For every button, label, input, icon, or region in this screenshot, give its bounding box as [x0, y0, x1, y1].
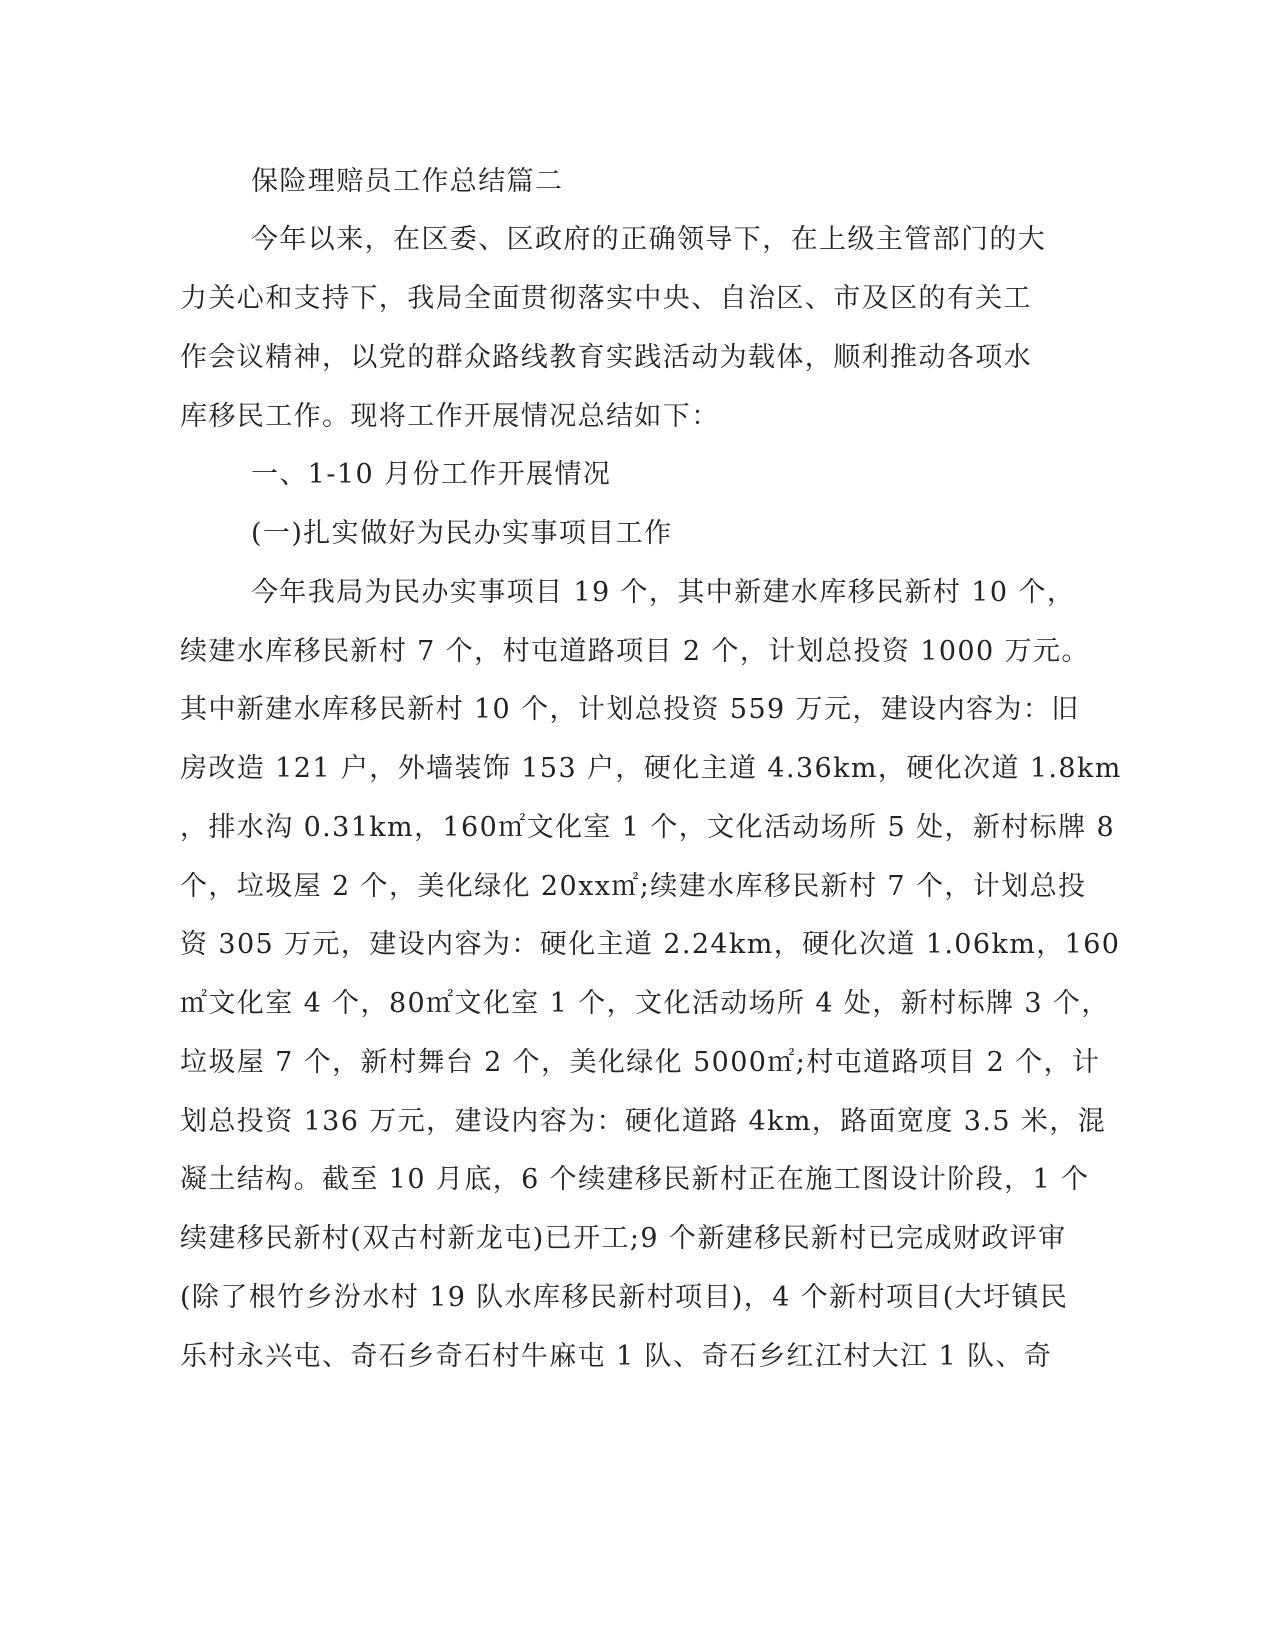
paragraph-line: 作会议精神，以党的群众路线教育实践活动为载体，顺利推动各项水 [180, 342, 1032, 373]
paragraph-line: ㎡文化室 4 个，80㎡文化室 1 个，文化活动场所 4 处，新村标牌 3 个， [180, 988, 1110, 1019]
paragraph-line: (除了根竹乡汾水村 19 队水库移民新村项目)，4 个新村项目(大圩镇民 [180, 1282, 1069, 1313]
paragraph-line: 其中新建水库移民新村 10 个，计划总投资 559 万元，建设内容为：旧 [180, 694, 1080, 725]
paragraph-line: 力关心和支持下，我局全面贯彻落实中央、自治区、市及区的有关工 [180, 283, 1032, 314]
paragraph-line: 今年我局为民办实事项目 19 个，其中新建水库移民新村 10 个， [251, 577, 1076, 608]
paragraph-line: 房改造 121 户，外墙装饰 153 户，硬化主道 4.36km，硬化次道 1.8km [180, 753, 1122, 784]
paragraph-line: 资 305 万元，建设内容为：硬化主道 2.24km，硬化次道 1.06km，160 [180, 929, 1121, 960]
paragraph-line: ，排水沟 0.31km，160㎡文化室 1 个，文化活动场所 5 处，新村标牌 8 [180, 812, 1116, 843]
paragraph-line: 续建水库移民新村 7 个，村屯道路项目 2 个，计划总投资 1000 万元。 [180, 636, 1090, 667]
paragraph-line: 凝土结构。截至 10 月底，6 个续建移民新村正在施工图设计阶段，1 个 [180, 1164, 1090, 1195]
document-title: 保险理赔员工作总结篇二 [251, 166, 564, 197]
paragraph-line: 乐村永兴屯、奇石乡奇石村牛麻屯 1 队、奇石乡红江村大江 1 队、奇 [180, 1341, 1053, 1372]
paragraph-line: 垃圾屋 7 个，新村舞台 2 个，美化绿化 5000㎡;村屯道路项目 2 个，计 [180, 1047, 1101, 1078]
subsection-heading: (一)扎实做好为民办实事项目工作 [251, 518, 673, 549]
paragraph-line: 今年以来，在区委、区政府的正确领导下，在上级主管部门的大 [251, 224, 1047, 255]
paragraph-line: 个，垃圾屋 2 个，美化绿化 20xx㎡;续建水库移民新村 7 个，计划总投 [180, 871, 1087, 902]
section-heading: 一、1-10 月份工作开展情况 [251, 459, 612, 490]
paragraph-line: 库移民工作。现将工作开展情况总结如下： [180, 401, 720, 432]
paragraph-line: 续建移民新村(双古村新龙屯)已开工;9 个新建移民新村已完成财政评审 [180, 1223, 1067, 1254]
paragraph-line: 划总投资 136 万元，建设内容为：硬化道路 4km，路面宽度 3.5 米，混 [180, 1106, 1107, 1137]
